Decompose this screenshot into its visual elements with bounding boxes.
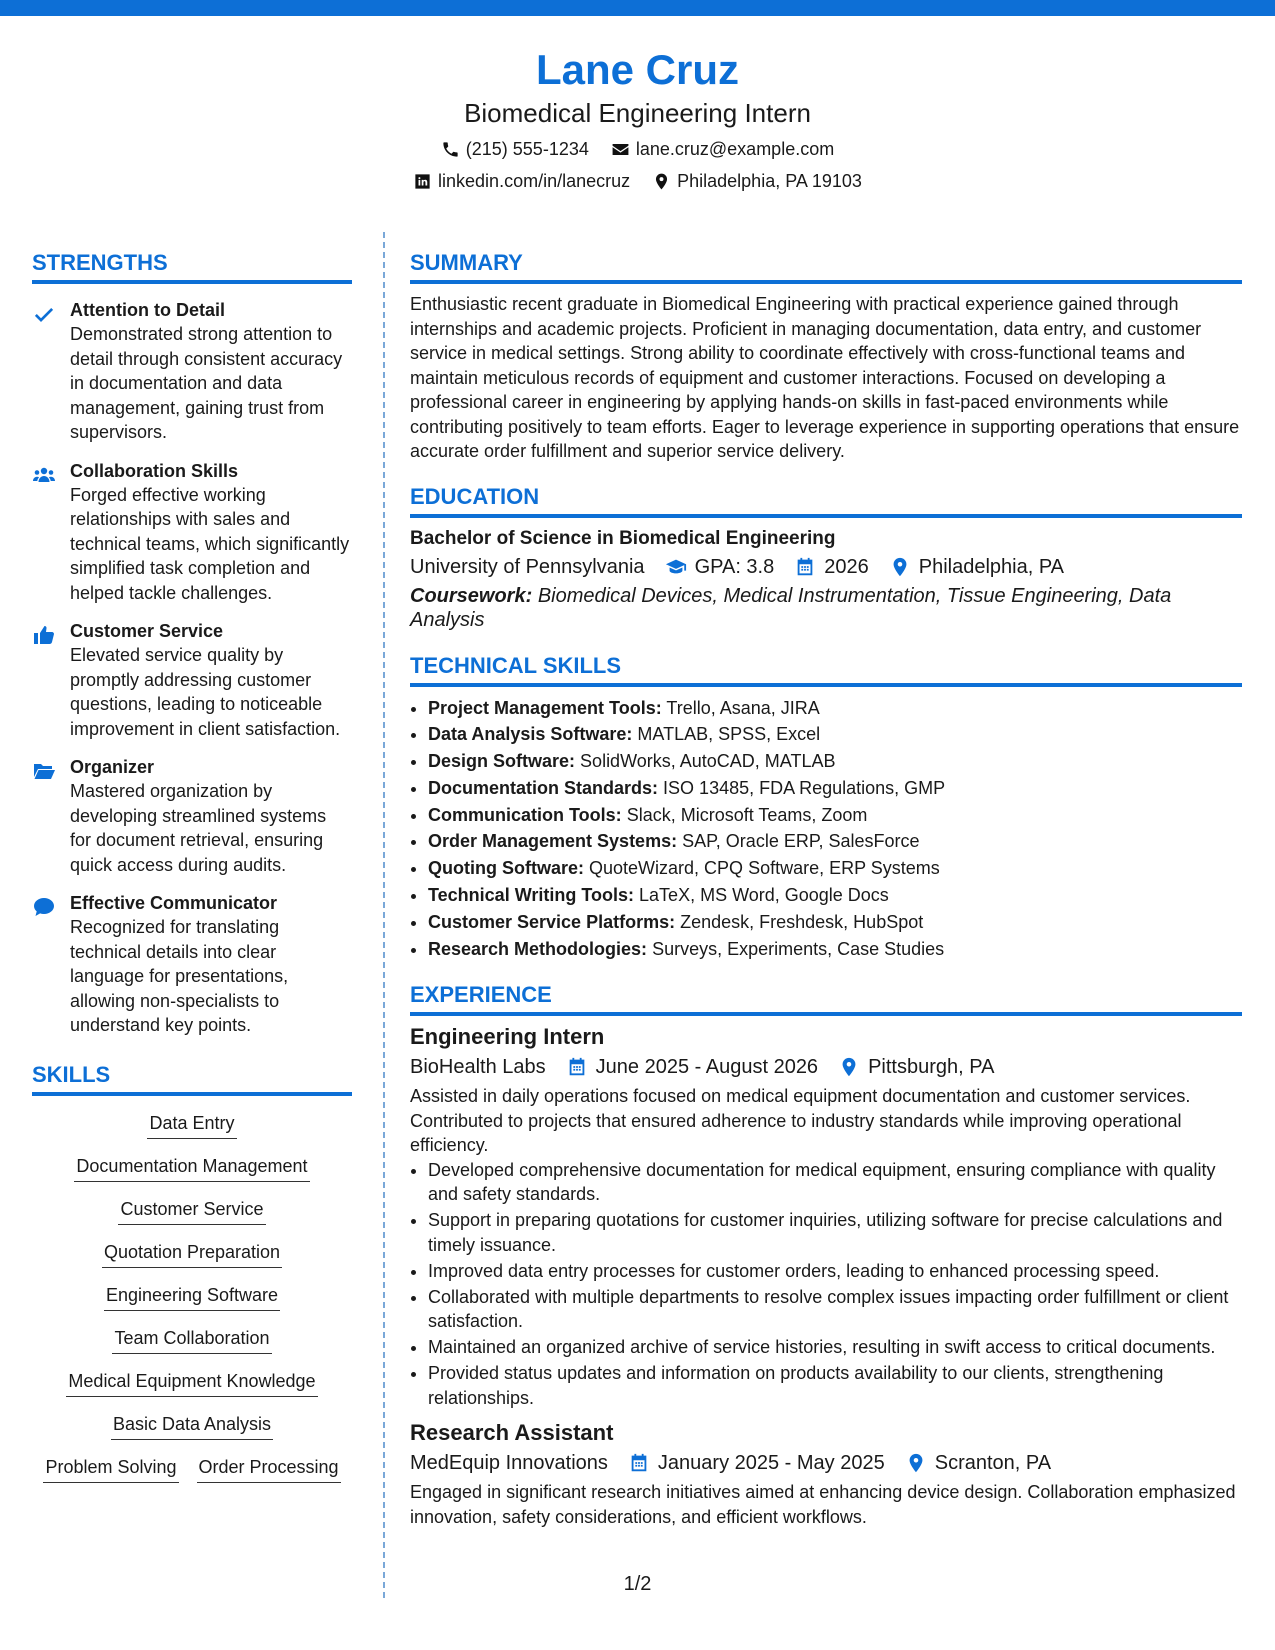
job-dates: January 2025 - May 2025 bbox=[657, 1452, 885, 1475]
tech-skill-label: Project Management Tools: bbox=[428, 697, 662, 718]
tech-skill-label: Design Software: bbox=[428, 751, 576, 772]
skill-tag: Problem Solving bbox=[43, 1454, 178, 1483]
skills-heading: SKILLS bbox=[32, 1060, 352, 1096]
list-item bbox=[428, 721, 1242, 748]
job-location: Pittsburgh, PA bbox=[868, 1056, 995, 1079]
education-meta bbox=[410, 552, 1242, 582]
summary-heading: SUMMARY bbox=[410, 248, 1242, 284]
graduation-year: 2026 bbox=[824, 555, 869, 578]
job-meta bbox=[410, 1052, 1242, 1082]
tech-skill-label: Technical Writing Tools: bbox=[428, 885, 635, 906]
page-number: 1/2 bbox=[623, 1573, 652, 1595]
calendar-icon bbox=[794, 556, 816, 578]
technical-skills-heading: TECHNICAL SKILLS bbox=[410, 651, 1242, 687]
linkedin-icon bbox=[413, 172, 432, 191]
email-text: lane.cruz@example.com bbox=[635, 139, 835, 159]
job-dates: June 2025 - August 2026 bbox=[595, 1056, 819, 1079]
list-item: • Provided status updates and information on products availability to our clients, strengthening relationships. bbox=[428, 1361, 1242, 1410]
list-item: • Improved data entry processes for customer orders, leading to enhanced processing speed. bbox=[428, 1259, 1242, 1284]
contact-row-2 bbox=[0, 166, 1275, 196]
list-item: • Support in preparing quotations for customer inquiries, utilizing software for precise calculations and timely issuance. bbox=[428, 1208, 1242, 1257]
strengths-section bbox=[32, 248, 352, 1038]
right-column bbox=[410, 248, 1242, 1529]
tech-skill-label: Research Methodologies: bbox=[428, 938, 648, 959]
strength-desc: Forged effective working relationships with sales and technical teams, which significantly simplified task completion and helped tackle challenges. bbox=[70, 484, 350, 603]
job-bullets bbox=[410, 1158, 1242, 1411]
email-contact[interactable] bbox=[611, 134, 834, 164]
strength-title: Attention to Detail bbox=[70, 300, 225, 320]
list-item bbox=[428, 855, 1242, 882]
gpa-value: GPA: 3.8 bbox=[694, 555, 775, 578]
degree-title: Bachelor of Science in Biomedical Engineering bbox=[410, 527, 836, 549]
map-pin-icon bbox=[652, 172, 671, 191]
experience-heading: EXPERIENCE bbox=[410, 980, 1242, 1016]
tech-skill-label: Data Analysis Software: bbox=[428, 724, 633, 745]
comment-icon bbox=[32, 895, 56, 919]
list-item bbox=[428, 748, 1242, 775]
column-divider bbox=[383, 232, 385, 1598]
school-name: University of Pennsylvania bbox=[410, 555, 645, 578]
tech-skill-value: SolidWorks, AutoCAD, MATLAB bbox=[580, 751, 836, 772]
job-location: Scranton, PA bbox=[934, 1452, 1052, 1475]
tech-skill-value: MATLAB, SPSS, Excel bbox=[637, 724, 821, 745]
resume-header bbox=[0, 44, 1275, 196]
school-location: Philadelphia, PA bbox=[918, 555, 1065, 578]
skills-section bbox=[32, 1060, 352, 1483]
location-contact bbox=[652, 166, 862, 196]
summary-section bbox=[410, 248, 1242, 464]
strength-title: Organizer bbox=[70, 757, 155, 777]
job-entry bbox=[410, 1418, 1242, 1529]
contact-row-1 bbox=[0, 134, 1275, 164]
skill-tag: Customer Service bbox=[118, 1196, 265, 1225]
graduation-cap-icon bbox=[665, 556, 687, 578]
job-description: Engaged in significant research initiatives aimed at enhancing device design. Collaboration emphasized innovation, safety considerations, and efficient workflows. bbox=[410, 1482, 1236, 1527]
strength-item bbox=[32, 298, 352, 445]
tech-skill-value: Surveys, Experiments, Case Studies bbox=[652, 938, 945, 959]
linkedin-contact[interactable] bbox=[413, 166, 630, 196]
company-name: BioHealth Labs bbox=[410, 1056, 546, 1079]
check-icon bbox=[32, 302, 56, 326]
education-heading: EDUCATION bbox=[410, 482, 1242, 518]
job-title: Engineering Intern bbox=[410, 1024, 605, 1050]
skill-tag: Medical Equipment Knowledge bbox=[66, 1368, 317, 1397]
phone-text: (215) 555-1234 bbox=[465, 139, 589, 159]
strength-title: Effective Communicator bbox=[70, 893, 278, 913]
skills-list bbox=[32, 1110, 352, 1483]
top-accent-bar bbox=[0, 0, 1275, 16]
strengths-heading: STRENGTHS bbox=[32, 248, 352, 284]
list-item bbox=[428, 695, 1242, 722]
skill-tag: Documentation Management bbox=[74, 1153, 309, 1182]
summary-text: Enthusiastic recent graduate in Biomedical Engineering with practical experience gained through internships and academic projects. Proficient in managing documentation, data entry, and customer service in medical settings. Strong ability to coordinate effectively with cross-functional teams and maintain meticulous records of equipment and customer interactions. Focused on developing a professional career in engineering by applying hands-on skills in fast-paced environments while contributing positively to team efforts. Eager to leverage experience in supporting operations that ensure accurate order fulfillment and superior service delivery. bbox=[410, 294, 1240, 461]
map-pin-icon bbox=[838, 1056, 860, 1078]
tech-skill-value: LaTeX, MS Word, Google Docs bbox=[639, 885, 889, 906]
phone-icon bbox=[441, 140, 460, 159]
linkedin-text: linkedin.com/in/lanecruz bbox=[438, 171, 631, 191]
strength-item bbox=[32, 619, 352, 741]
map-pin-icon bbox=[889, 556, 911, 578]
left-column bbox=[32, 248, 352, 1483]
skill-tag: Engineering Software bbox=[104, 1282, 280, 1311]
coursework bbox=[410, 584, 1242, 633]
tech-skill-value: Slack, Microsoft Teams, Zoom bbox=[626, 804, 868, 825]
list-item bbox=[428, 828, 1242, 855]
skill-tag: Team Collaboration bbox=[112, 1325, 271, 1354]
company-name: MedEquip Innovations bbox=[410, 1452, 608, 1475]
education-section bbox=[410, 482, 1242, 633]
list-item bbox=[428, 882, 1242, 909]
tech-skill-label: Quoting Software: bbox=[428, 858, 584, 879]
skill-tag: Data Entry bbox=[147, 1110, 236, 1139]
experience-section bbox=[410, 980, 1242, 1529]
job-entry bbox=[410, 1022, 1242, 1410]
list-item bbox=[428, 802, 1242, 829]
skill-tag: Order Processing bbox=[197, 1454, 341, 1483]
job-meta bbox=[410, 1448, 1242, 1478]
skill-tag: Quotation Preparation bbox=[102, 1239, 282, 1268]
tech-skill-value: QuoteWizard, CPQ Software, ERP Systems bbox=[589, 858, 940, 879]
list-item: • Collaborated with multiple departments to resolve complex issues impacting order fulfillment or client satisfaction. bbox=[428, 1285, 1242, 1334]
tech-skill-value: ISO 13485, FDA Regulations, GMP bbox=[663, 777, 946, 798]
strength-item bbox=[32, 459, 352, 606]
tech-skill-label: Customer Service Platforms: bbox=[428, 911, 676, 932]
strength-desc: Elevated service quality by promptly addressing customer questions, leading to noticeable improvement in client satisfaction. bbox=[70, 645, 341, 739]
candidate-name: Lane Cruz bbox=[535, 46, 740, 93]
candidate-title: Biomedical Engineering Intern bbox=[464, 98, 811, 128]
phone-contact[interactable] bbox=[441, 134, 589, 164]
list-item: • Maintained an organized archive of service histories, resulting in swift access to critical documents. bbox=[428, 1335, 1242, 1360]
list-item: • Developed comprehensive documentation for medical equipment, ensuring compliance with quality and safety standards. bbox=[428, 1158, 1242, 1207]
tech-skill-label: Communication Tools: bbox=[428, 804, 622, 825]
strength-item bbox=[32, 891, 352, 1038]
map-pin-icon bbox=[905, 1452, 927, 1474]
envelope-icon bbox=[611, 140, 630, 159]
strength-desc: Demonstrated strong attention to detail through consistent accuracy in documentation and data management, gaining trust from supervisors. bbox=[70, 324, 343, 442]
strength-desc: Mastered organization by developing streamlined systems for document retrieval, ensuring quick access during audits. bbox=[70, 781, 327, 875]
job-title: Research Assistant bbox=[410, 1420, 614, 1446]
coursework-list: Biomedical Devices, Medical Instrumentation, Tissue Engineering, Data Analysis bbox=[410, 584, 1172, 631]
list-item bbox=[428, 909, 1242, 936]
tech-skill-value: Zendesk, Freshdesk, HubSpot bbox=[680, 911, 924, 932]
calendar-icon bbox=[628, 1452, 650, 1474]
skill-tag: Basic Data Analysis bbox=[111, 1411, 273, 1440]
coursework-label: Coursework: bbox=[410, 584, 533, 607]
tech-skill-value: Trello, Asana, JIRA bbox=[666, 697, 820, 718]
strength-title: Customer Service bbox=[70, 621, 224, 641]
tech-skill-label: Documentation Standards: bbox=[428, 777, 659, 798]
tech-skill-label: Order Management Systems: bbox=[428, 831, 678, 852]
technical-skills-section bbox=[410, 651, 1242, 963]
thumbs-up-icon bbox=[32, 623, 56, 647]
strength-item bbox=[32, 755, 352, 877]
list-item bbox=[428, 775, 1242, 802]
tech-skill-value: SAP, Oracle ERP, SalesForce bbox=[682, 831, 920, 852]
calendar-icon bbox=[566, 1056, 588, 1078]
technical-skills-list bbox=[410, 695, 1242, 963]
location-text: Philadelphia, PA 19103 bbox=[677, 171, 862, 191]
strength-desc: Recognized for translating technical details into clear language for presentations, allowing non-specialists to understand key points. bbox=[70, 917, 289, 1035]
folder-open-icon bbox=[32, 759, 56, 783]
list-item bbox=[428, 936, 1242, 963]
users-icon bbox=[32, 463, 56, 487]
strength-title: Collaboration Skills bbox=[70, 460, 239, 481]
job-description: Assisted in daily operations focused on medical equipment documentation and customer services. Contributed to projects that ensured adherence to industry standards while improving operational efficiency. bbox=[410, 1086, 1191, 1156]
